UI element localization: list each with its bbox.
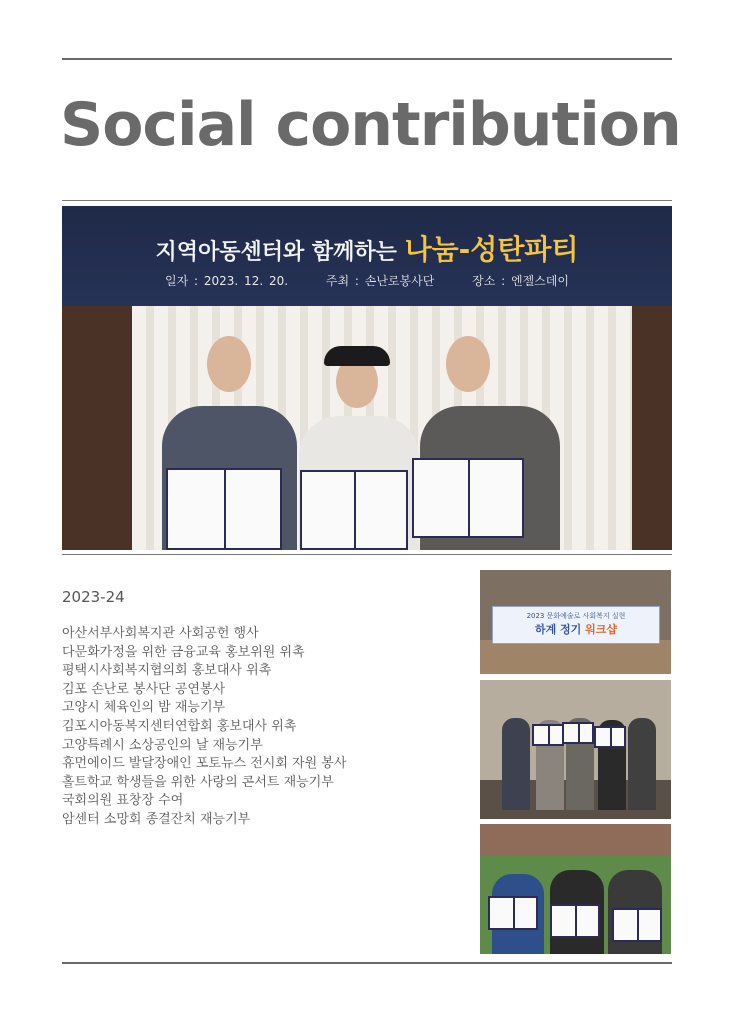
list-item: 국회의원 표창장 수여: [62, 793, 184, 809]
top-divider: [62, 58, 672, 60]
event-banner: [62, 206, 672, 306]
list-item: 고양특례시 소상공인의 날 재능기부: [62, 737, 263, 753]
banner-title: 지역아동센터와 함께하는: [155, 240, 405, 265]
photo-divider: [62, 554, 672, 555]
person-center-hat: [324, 346, 390, 366]
wall-panel-left: [62, 306, 132, 550]
list-item: 김포 손난로 봉사단 공연봉사: [62, 681, 226, 697]
group-certificate: [562, 722, 594, 744]
list-item: 김포시아동복지센터연합회 홍보대사 위촉: [62, 718, 297, 734]
workshop-floor: [480, 640, 671, 674]
certificate-right: [412, 458, 524, 538]
banner-host: 주최 : 손난로봉사단: [325, 274, 435, 288]
workshop-banner-subtitle: 2023 문화예술로 사회복지 실현: [526, 612, 626, 620]
workshop-banner-highlight: 워크샵: [585, 623, 618, 636]
activity-list: [62, 625, 346, 830]
period-heading: 2023-24: [62, 588, 125, 606]
person-right-head: [446, 336, 490, 392]
outdoor-building: [480, 824, 671, 856]
certificate-left: [166, 468, 282, 550]
list-item: 다문화가정을 위한 금융교육 홍보위원 위촉: [62, 644, 305, 660]
list-item: 홀트학교 학생들을 위한 사랑의 콘서트 재능기부: [62, 774, 334, 790]
group-certificate: [594, 726, 626, 748]
main-event-photo: [62, 206, 672, 550]
group-person: [628, 718, 656, 810]
list-item: 아산서부사회복지관 사회공헌 행사: [62, 626, 259, 641]
banner-title-highlight: 나눔-성탄파티: [404, 233, 579, 266]
workshop-banner-title: 하계 정기: [534, 623, 586, 636]
wall-panel-right: [632, 306, 672, 550]
bottom-divider: [62, 962, 672, 964]
outdoor-certificate: [488, 896, 538, 930]
list-item: 암센터 소망회 종결잔치 재능기부: [62, 811, 251, 827]
certificate-group-photo: [480, 680, 671, 819]
outdoor-certificate: [550, 904, 600, 938]
person-left-head: [207, 336, 251, 392]
page-title: Social contribution: [60, 90, 681, 160]
group-certificate: [532, 724, 564, 746]
certificate-center: [300, 470, 408, 550]
outdoor-certificate: [612, 908, 662, 942]
workshop-photo: [480, 570, 671, 674]
group-person: [502, 718, 530, 810]
banner-place: 장소 : 엔젤스데이: [472, 274, 569, 288]
banner-date: 일자 : 2023. 12. 20.: [165, 274, 289, 288]
list-item: 평택시사회복지협의회 홍보대사 위촉: [62, 663, 272, 679]
workshop-banner: [492, 606, 660, 644]
outdoor-award-photo: [480, 824, 671, 954]
list-item: 고양시 체육인의 밤 재능기부: [62, 700, 226, 716]
list-item: 휴먼에이드 발달장애인 포토뉴스 전시회 자원 봉사: [62, 756, 347, 772]
title-divider: [62, 200, 672, 201]
